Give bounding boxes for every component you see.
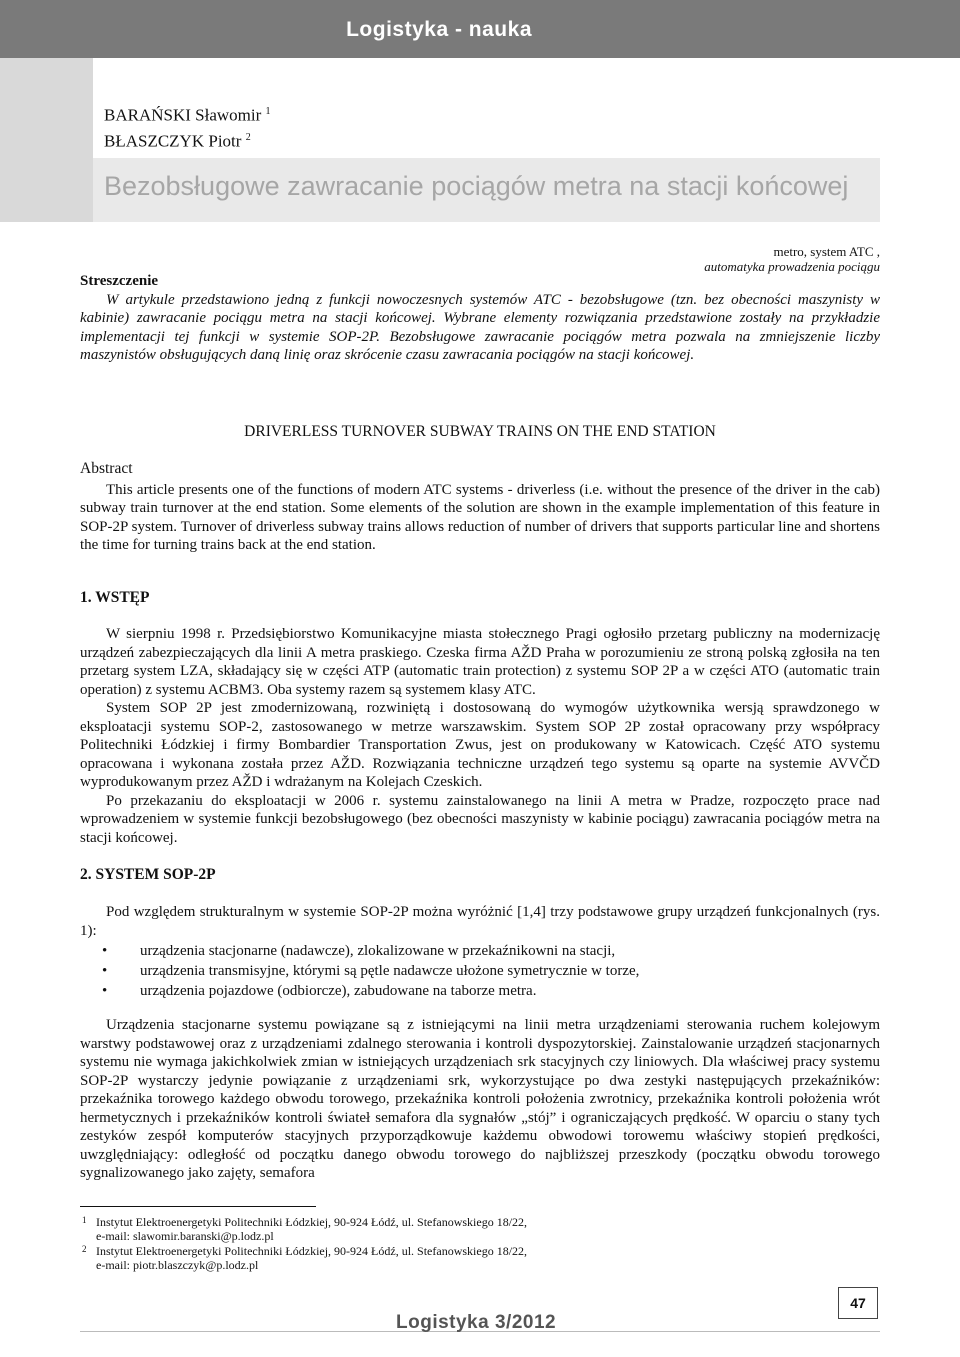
footnote-2: 2 Instytut Elektroenergetyki Politechniki Łódzkiej, 90-924 Łódź, ul. Stefanowskiego 18/22, e-mail: piotr.blaszczyk@p.lodz.pl <box>82 1244 528 1272</box>
abstract-pl-heading: Streszczenie <box>80 273 159 289</box>
abstract-en-text: This article presents one of the functions of modern ATC systems - driverless (i.e. without the presence of the driver in the cab) subway train turnover at the end station. Some elements of the solution are shown in the example implementation of this feature in SOP-2P system. Turnover of driverless subway trains allows reduction of number of drivers that supports particular line and shortens the time for turning trains back at the end station. <box>80 481 880 553</box>
header-band <box>0 0 960 58</box>
bullet-icon: • <box>102 983 108 999</box>
list-item: • urządzenia pojazdowe (odbiorcze), zabudowane na taborze metra. <box>102 983 537 999</box>
section-2-paragraph: Urządzenia stacjonarne systemu powiązane są z istniejącymi na linii metra urządzeniami sterowania ruchem kolejowym warstwy podstawowej oraz z urządzeniami zdalnego sterowania i kontroli dyspozytorskiej. Zainstalowanie urządzeń stacjonarnych systemu nie wymaga jakichkolwiek zmian w istniejących urządzeniach srk stacyjnych czy liniowych. Dla właściwej pracy systemu SOP-2P wystarczy jedynie powiązanie z urządzeniami srk, wykorzystujące po dwa zestyki następujących przekaźników: przekaźnika torowego każdego obwodu torowego, przekaźnika kontroli położenia zwrotnicy, przekaźnika kontroli położenia wrót hermetycznych i przekaźników kontroli świateł semafora dla sygnałów „stój” i ograniczających prędkość. W oparciu o stany tych zestyków zespół komputerów stacyjnych przyporządkowuje każdemu obwodowi torowemu właściwy stopień prędkości, uwzględniający: odległość od początku danego obwodu torowego do najbliższej przeszkody (początku obwodu torowego sygnalizowanego jako zajęty, semafora <box>80 1017 880 1181</box>
section-1-paragraph: System SOP 2P jest zmodernizowaną, rozwiniętą i dostosowaną do wymogów użytkownika wersją sprawdzonego w eksploatacji systemu SOP-2, zastosowanego w metrze warszawskim. System SOP 2P został opracowany przy współpracy Politechniki Łódzkiej i firmy Bombardier Transportation Zwus, jest on produkowany w Katowicach. Część ATO systemu opracowana i wykonana została przez AŽD. Rozwiązania techniczne urządzeń tego systemu są oparte na systemie AVVČD wyprodukowanym przez AŽD i wdrażanym na Kolejach Czeskich. <box>80 700 880 790</box>
abstract-en <box>80 460 880 555</box>
section-1-paragraph: Po przekazaniu do eksploatacji w 2006 r. systemu zainstalowanego na linii A metra w Pradze, rozpoczęto prace nad wprowadzeniem w systemie funkcji bezobsługowego (bez obecności maszynisty w kabinie pociągu) zawracania pociągów metra na stacji końcowej. <box>80 792 880 846</box>
bullet-icon: • <box>102 963 108 979</box>
page-title: Bezobsługowe zawracanie pociągów metra na stacji końcowej <box>104 171 849 201</box>
footnote-divider <box>80 1206 316 1207</box>
english-title: DRIVERLESS TURNOVER SUBWAY TRAINS ON THE END STATION <box>244 423 716 440</box>
bullet-list <box>80 941 880 1001</box>
author-1: BARAŃSKI Sławomir $^1$ <box>104 105 271 125</box>
abstract-en-heading: Abstract <box>80 460 133 477</box>
section-1-paragraph: W sierpniu 1998 r. Przedsiębiorstwo Komunikacyjne miasta stołecznego Pragi ogłosiło przetarg publiczny na modernizację urządzeń zabezpieczających dla linii A metra praskiego. Czeska firma AŽD Praha w porozumieniu ze stroną polską zgłosiła na ten przetarg system LZA, składający się w części ATP (automatic train protection) z systemu SOP 2P a w części ATO (automatic train operation) z systemu ACBM3. Oba systemy razem są systemem klasy ATC. <box>80 626 880 698</box>
section-label: Logistyka - nauka <box>346 18 532 41</box>
abstract-pl <box>80 272 880 365</box>
list-item: • urządzenia transmisyjne, którymi są pętle nadawcze ułożone symetrycznie w torze, <box>102 963 640 979</box>
authors <box>104 101 271 152</box>
footer-label: Logistyka 3/2012 <box>396 1312 557 1333</box>
author-2: BŁASZCZYK Piotr $^2$ <box>104 131 251 151</box>
section-2-heading: 2. SYSTEM SOP-2P <box>80 866 216 883</box>
keywords: metro, system ATC , automatyka prowadzenia pociągu <box>704 244 880 274</box>
section-1-heading: 1. WSTĘP <box>80 589 150 606</box>
section-1-body <box>80 625 880 847</box>
bullet-icon: • <box>102 943 108 959</box>
footnote-1: 1 Instytut Elektroenergetyki Politechniki Łódzkiej, 90-924 Łódź, ul. Stefanowskiego 18/22, e-mail: slawomir.baranski@p.lodz.pl <box>82 1215 528 1243</box>
abstract-pl-text: W artykule przedstawiono jedną z funkcji nowoczesnych systemów ATC - bezobsługowe (tzn. bez obecności maszynisty w kabinie) zawracanie pociągu metra na stacji końcowej. Wybrane elementy rozwiązania przedstawione zostały na przykładzie implementacji tej funkcji w systemie SOP-2P. Bezobsługowe zawracanie pociągów metra pozwala na zmniejszenie liczby maszynistów obsługujących daną linię oraz skrócenie czasu zawracania pociągów na stacji końcowej. <box>80 291 880 363</box>
side-panel <box>0 58 93 222</box>
page-number: 47 <box>838 1287 878 1319</box>
list-item: • urządzenia stacjonarne (nadawcze), zlokalizowane w przekaźnikowni na stacji, <box>102 943 616 959</box>
section-2-intro: Pod względem strukturalnym w systemie SOP-2P można wyróżnić [1,4] trzy podstawowe grupy urządzeń funkcjonalnych (rys. 1): <box>80 904 880 939</box>
footnotes <box>80 1215 527 1273</box>
title-box <box>93 158 880 222</box>
